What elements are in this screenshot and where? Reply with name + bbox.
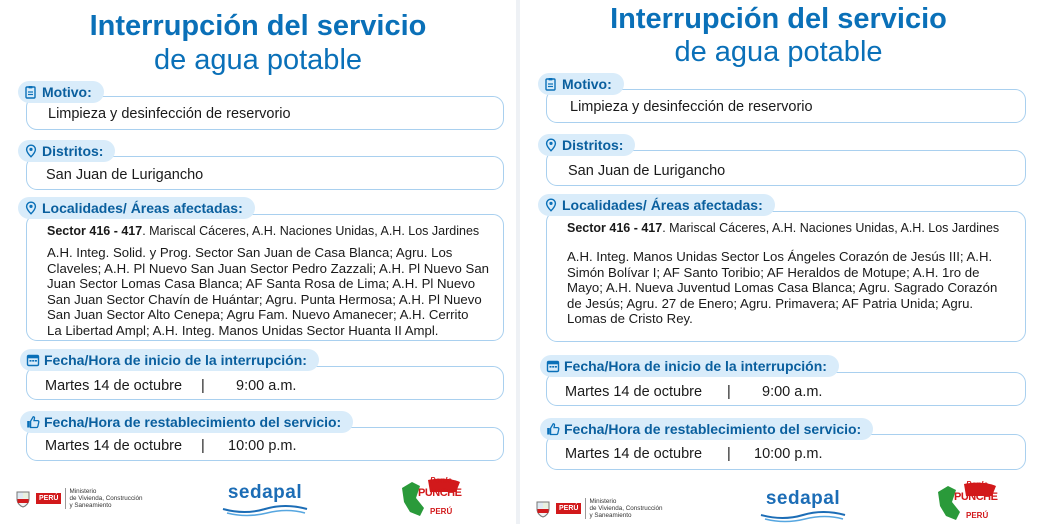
restablecimiento-separator: | (201, 438, 205, 454)
ponle-punche-logo (934, 480, 1006, 524)
title-line2: de agua potable (153, 44, 363, 76)
motivo-label-text: Motivo: (42, 84, 92, 100)
restablecimiento-time: 10:00 p.m. (228, 438, 297, 454)
punche-bottom-text: PERÚ (430, 507, 453, 516)
ministry-logo (534, 498, 663, 519)
ministry-logo (14, 488, 143, 509)
location-pin-icon (24, 144, 38, 158)
localidades-line: de Jesús; Agru. 27 de Enero; Agru. Primavera; AF Patria Unida; Agru. (567, 295, 974, 311)
restablecimiento-date: Martes 14 de octubre (565, 446, 703, 462)
distritos-value: San Juan de Lurigancho (568, 163, 726, 179)
calendar-icon (546, 359, 560, 373)
restablecimiento-label (20, 411, 353, 433)
location-pin-icon (544, 138, 558, 152)
motivo-value: Limpieza y desinfección de reservorio (570, 99, 813, 115)
peru-badge: PERÚ (556, 503, 581, 514)
localidades-line: Lomas de Cristo Rey. (567, 311, 693, 327)
ministry-line: y Saneamiento (589, 512, 632, 519)
localidades-label (538, 194, 775, 216)
localidades-line: Simón Bolívar I; AF Santo Toribio; AF Heraldos de Motupe; A.H. 1ro de (567, 264, 980, 280)
sector-code: Sector 416 - 417 (567, 221, 663, 235)
water-waves-icon (759, 511, 847, 523)
coat-of-arms-icon (534, 500, 552, 518)
ponle-punche-logo (398, 476, 470, 520)
distritos-label-text: Distritos: (42, 143, 104, 159)
sedapal-logo (758, 488, 848, 524)
ministry-line: de Vivienda, Construcción (69, 495, 143, 502)
localidades-line: Claveles; A.H. Pl Nuevo San Juan Sector Pedro Zazzali; A.H. Pl Nuevo San (47, 260, 489, 276)
localidades-label (18, 197, 255, 219)
localidades-text (47, 245, 499, 339)
motivo-label-text: Motivo: (562, 76, 612, 92)
coat-of-arms-icon (14, 490, 32, 508)
restablecimiento-separator: | (727, 446, 731, 462)
sector-code: Sector 416 - 417 (47, 224, 143, 238)
inicio-time: 9:00 a.m. (762, 384, 823, 400)
water-waves-icon (221, 505, 309, 517)
ministry-text (585, 498, 662, 519)
peru-badge: PERÚ (36, 493, 61, 504)
ministry-line: Ministerio (589, 498, 617, 505)
ministry-text (65, 488, 142, 509)
motivo-label (18, 81, 104, 103)
calendar-icon (26, 353, 40, 367)
title-line1: Interrupción del servicio (610, 3, 947, 35)
inicio-time: 9:00 a.m. (236, 378, 297, 394)
localidades-line: San Juan Sector Chavín de Huántar; Agru. Punta Hermosa; A.H. Pl Nuevo (47, 291, 482, 307)
distritos-label (18, 140, 115, 162)
distritos-label-text: Distritos: (562, 137, 624, 153)
ministry-line: de Vivienda, Construcción (589, 505, 663, 512)
location-pin-icon (544, 198, 558, 212)
inicio-label (540, 355, 839, 377)
punche-bottom-text: PERÚ (966, 511, 989, 520)
restablecimiento-label-text: Fecha/Hora de restablecimiento del servicio: (564, 421, 862, 437)
localidades-line: San Juan Sector Alto Cenepa; Agru Fam. Nuevo Amanecer; A.H. Cerrito (47, 307, 469, 323)
thumbs-up-icon (546, 422, 560, 436)
location-pin-icon (24, 201, 38, 215)
localidades-line: A.H. Integ. Manos Unidas Sector Los Ángeles Corazón de Jesús III; A.H. (567, 249, 993, 264)
inicio-separator: | (727, 384, 731, 400)
sector-desc: . Mariscal Cáceres, A.H. Naciones Unidas, A.H. Los Jardines (142, 224, 480, 238)
title-line2: de agua potable (674, 36, 883, 68)
restablecimiento-time: 10:00 p.m. (754, 446, 823, 462)
inicio-separator: | (201, 378, 205, 394)
punche-top-text: Ponle (966, 480, 988, 489)
sedapal-wordmark: sedapal (765, 488, 841, 509)
distritos-label (538, 134, 635, 156)
notice-panel-right (520, 0, 1037, 524)
distritos-value: San Juan de Lurigancho (46, 167, 204, 183)
motivo-value: Limpieza y desinfección de reservorio (48, 106, 291, 122)
localidades-text (567, 249, 1021, 327)
sector-line (47, 224, 479, 238)
inicio-label-text: Fecha/Hora de inicio de la interrupción: (44, 352, 307, 368)
inicio-label-text: Fecha/Hora de inicio de la interrupción: (564, 358, 827, 374)
inicio-date: Martes 14 de octubre (45, 378, 183, 394)
clipboard-icon (24, 85, 38, 99)
restablecimiento-label-text: Fecha/Hora de restablecimiento del servicio: (44, 414, 342, 430)
localidades-line: A.H. Integ. Solid. y Prog. Sector San Juan de Casa Blanca; Agru. Los (47, 245, 453, 260)
punche-word: PUNCHE (418, 487, 462, 499)
clipboard-icon (544, 77, 558, 91)
restablecimiento-label (540, 418, 873, 440)
localidades-line: La Libertad Ampl; A.H. Integ. Manos Unidas Sector Huanta II Ampl. (47, 322, 439, 338)
ministry-line: Ministerio (69, 488, 97, 495)
sedapal-wordmark: sedapal (227, 482, 303, 503)
sector-line (567, 221, 999, 235)
motivo-label (538, 73, 624, 95)
punche-word: PUNCHE (954, 491, 998, 503)
punche-top-text: Ponle (430, 476, 452, 485)
thumbs-up-icon (26, 415, 40, 429)
title-line1: Interrupción del servicio (89, 10, 427, 42)
sedapal-logo (220, 482, 310, 522)
localidades-label-text: Localidades/ Áreas afectadas: (42, 200, 243, 216)
inicio-date: Martes 14 de octubre (565, 384, 703, 400)
localidades-line: Mayo; A.H. Nueva Juventud Lomas Casa Blanca; Agru. Sagrado Corazón (567, 280, 998, 296)
notice-panel-left (0, 0, 516, 524)
localidades-line: Juan Sector Lomas Casa Blanca; AF Santa Rosa de Lima; A.H. Pl Nuevo (47, 276, 476, 292)
ministry-line: y Saneamiento (69, 502, 112, 509)
localidades-label-text: Localidades/ Áreas afectadas: (562, 197, 763, 213)
sector-desc: . Mariscal Cáceres, A.H. Naciones Unidas, A.H. Los Jardines (662, 221, 1000, 235)
restablecimiento-date: Martes 14 de octubre (45, 438, 183, 454)
inicio-label (20, 349, 319, 371)
